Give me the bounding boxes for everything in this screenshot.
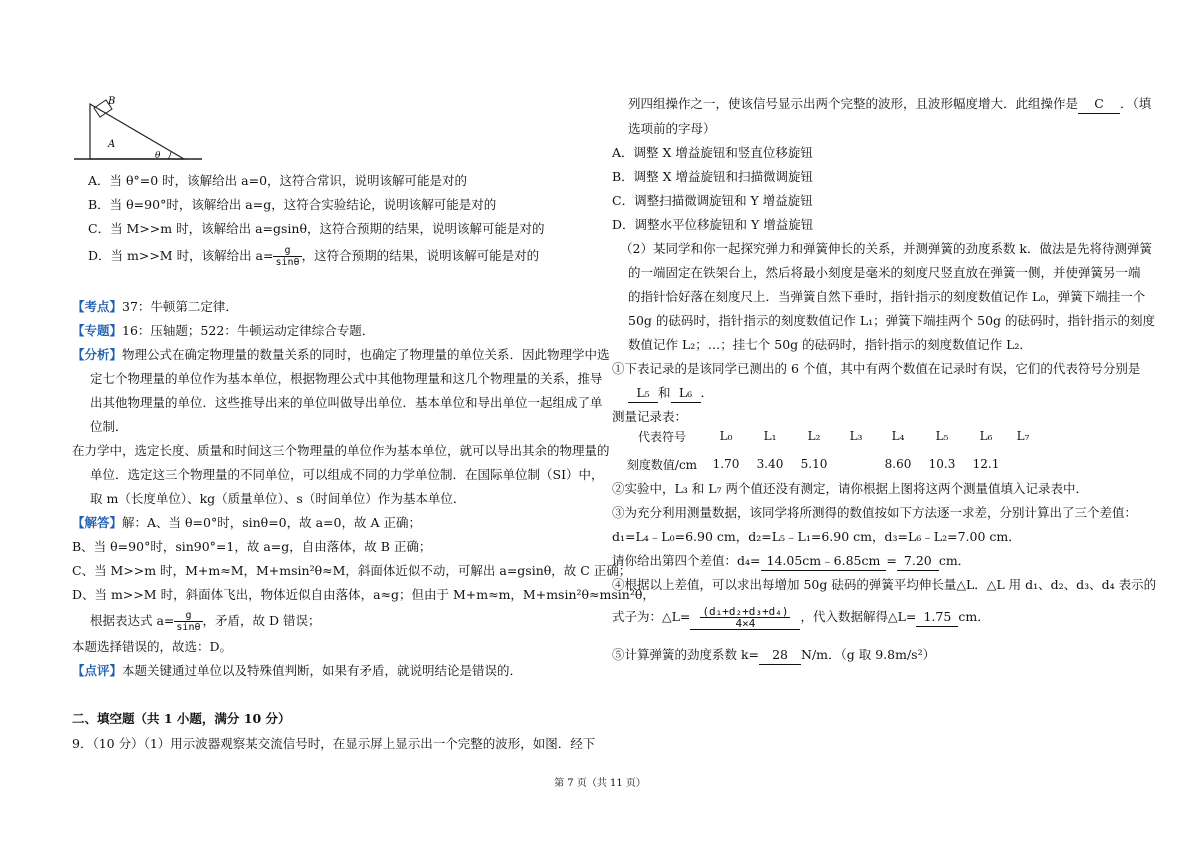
option-d-suffix: ，这符合预期的结果，说明该解可能是对的	[301, 248, 540, 263]
answer-blank-delta-l-value: 1.75	[916, 608, 958, 627]
table-cell: L₆	[979, 429, 993, 443]
fraction-numerator-2: g	[174, 610, 202, 622]
section-title: 二、填空题（共 1 小题，满分 10 分）	[72, 711, 291, 726]
option-d-prefix: D．当 m>>M 时，该解给出 a=	[88, 248, 274, 263]
fenxi-text-1: 物理公式在确定物理量的数量关系的同时，也确定了物理量的单位关系．因此物理学中选	[122, 347, 610, 362]
fenxi-line-1	[72, 346, 610, 364]
sub2-line: ②实验中，L₃ 和 L₇ 两个值还没有测定，请你根据上图将这两个测量值填入记录表中．	[612, 481, 1089, 496]
table-cell: 5.10	[800, 457, 828, 471]
dianping-line	[72, 662, 522, 680]
table-value-label: 刻度数值/cm	[626, 457, 698, 472]
zhuanti-tag: 【专题】	[72, 323, 123, 338]
label-a: A	[108, 139, 116, 150]
fenxi-tag: 【分析】	[72, 347, 123, 362]
choice-c: C．调整扫描微调旋钮和 Y 增益旋钮	[612, 193, 813, 208]
measurement-table	[620, 422, 1038, 478]
fraction-denominator-2: sinθ	[176, 622, 201, 633]
fenxi-line-2: 定七个物理量的单位作为基本单位，根据物理公式中其他物理量和这几个物理量的关系，推导	[90, 371, 603, 386]
sub3-line-3	[612, 552, 970, 571]
part2-line-3: 的指针恰好落在刻度尺上．当弹簧自然下垂时，指针指示的刻度数值记作 L₀，弹簧下端挂一个	[628, 289, 1146, 304]
kaodian-line	[72, 298, 238, 316]
option-b: B．当 θ=90°时，该解给出 a=g，这符合实验结论，说明该解可能是对的	[88, 197, 497, 212]
sub3-unit: cm．	[938, 553, 971, 568]
sub3-prefix: 请你给出第四个差值：d₄=	[612, 553, 761, 568]
delta-l-fraction	[700, 606, 790, 629]
page-footer: 第 7 页（共 11 页）	[554, 778, 646, 789]
sub3-line-1: ③为充分利用测量数据，该同学将所测得的数值按如下方法逐一求差，分别计算出了三个差值：	[612, 505, 1138, 520]
option-d	[88, 245, 539, 268]
jieda-line-5	[90, 610, 320, 633]
part2-line-4: 50g 的砝码时，指针指示的刻度数值记作 L₁；弹簧下端挂两个 50g 的砝码时，指针指示的刻度	[628, 313, 1156, 328]
sub5-line	[612, 646, 935, 665]
answer-blank-d4-value: 7.20	[897, 552, 939, 571]
delta-l-numerator: (d₁+d₂+d₃+d₄)	[702, 605, 789, 618]
sub5-suffix: N/m．（g 取 9.8m/s²）	[801, 647, 936, 662]
part2-line-5: 数值记作 L₂；…；挂七个 50g 的砝码时，指针指示的刻度数值记作 L₂．	[628, 337, 1032, 352]
table-cell	[836, 450, 876, 478]
delta-l-denominator: 4×4	[735, 617, 756, 630]
table-cell: L₅	[935, 429, 949, 443]
table-cell: 12.1	[972, 457, 1000, 471]
para-line-3: 取 m（长度单位）、kg（质量单位）、s（时间单位）作为基本单位．	[90, 491, 466, 506]
q9-cont-line-2: 选项前的字母）	[628, 121, 716, 136]
para-line-1: 在力学中，选定长度、质量和时间这三个物理量的单位作为基本单位，就可以导出其余的物理量的	[72, 443, 610, 458]
table-row-symbols	[620, 422, 1038, 450]
sub4-line-1: ④根据以上差值，可以求出每增加 50g 砝码的弹簧平均伸长量△L．△L 用 d₁、d₂、d₃、d₄ 表示的	[612, 577, 1157, 592]
table-cell: L₁	[763, 429, 777, 443]
jieda-5-suffix: ，矛盾，故 D 错误；	[202, 613, 321, 628]
part2-line-1: （2）某同学和你一起探究弹力和弹簧伸长的关系，并测弹簧的劲度系数 k．做法是先将待测弹簧	[620, 241, 1153, 256]
sub4-prefix: 式子为：△L=	[612, 609, 691, 624]
jieda-line-4: D、当 m>>M 时，斜面体飞出，物体近似自由落体，a≈g；但由于 M+m≈m，M+msin²θ≈msin²θ，	[72, 587, 655, 602]
choice-d: D．调整水平位移旋钮和 Y 增益旋钮	[612, 217, 814, 232]
sub4-mid: ，代入数据解得△L=	[800, 609, 917, 624]
kaodian-tag: 【考点】	[72, 299, 123, 314]
table-cell	[1008, 450, 1038, 478]
part2-line-2: 的一端固定在铁架台上，然后将最小刻度是毫米的刻度尺竖直放在弹簧一侧，并使弹簧另一端	[628, 265, 1141, 280]
dianping-tag: 【点评】	[72, 663, 123, 678]
answer-blank-delta-l-formula	[690, 606, 800, 630]
angle-arc	[168, 151, 171, 159]
sub4-line-2	[612, 606, 990, 630]
table-row-values	[620, 450, 1038, 478]
option-a: A．当 θ°=0 时，该解给出 a=0，这符合常识，说明该解可能是对的	[88, 173, 468, 188]
fraction-g-over-sin	[273, 245, 301, 268]
table-cell: 8.60	[884, 457, 912, 471]
incline-wedge	[90, 104, 184, 159]
jieda-line-2: B、当 θ=90°时，sin90°=1，故 a=g，自由落体，故 B 正确；	[72, 539, 432, 554]
q9-cont-suffix: ．（填	[1120, 96, 1152, 111]
option-c: C．当 M>>m 时，该解给出 a=gsinθ，这符合预期的结果，说明该解可能是对的	[88, 221, 545, 236]
question-9: 9．（10 分）（1）用示波器观察某交流信号时，在显示屏上显示出一个完整的波形，如图．经下	[72, 736, 596, 751]
table-title: 测量记录表：	[612, 409, 688, 424]
table-cell: L₄	[891, 429, 905, 443]
para-line-2: 单位．选定这三个物理量的不同单位，可以组成不同的力学单位制．在国际单位制（SI）中，	[90, 467, 604, 482]
jieda-tag: 【解答】	[72, 515, 123, 530]
jieda-line-1	[72, 514, 421, 532]
dianping-text: 本题关键通过单位以及特殊值判断，如果有矛盾，就说明结论是错误的．	[122, 663, 523, 678]
answer-blank-k-value: 28	[759, 646, 801, 665]
sub1-line-1: ①下表记录的是该同学已测出的 6 个值，其中有两个数值在记录时有误，它们的代表符号分别是	[612, 361, 1141, 376]
jieda-text-1: 解：A、当 θ=0°时，sinθ=0，故 a=0，故 A 正确；	[122, 515, 421, 530]
q9-cont-line-1	[628, 95, 1151, 114]
fraction-denominator: sinθ	[275, 257, 300, 268]
choice-a: A．调整 X 增益旋钮和竖直位移旋钮	[612, 145, 813, 160]
sub1-end: ．	[700, 385, 714, 400]
label-b: B	[108, 96, 116, 107]
table-cell: L₃	[849, 429, 863, 443]
q9-cont-prefix: 列四组操作之一，使该信号显示出两个完整的波形，且波形幅度增大．此组操作是	[628, 96, 1079, 111]
kaodian-text: 37：牛顿第二定律．	[122, 299, 238, 314]
incline-figure	[72, 92, 207, 162]
sub3-line-2: d₁=L₄﹣L₀=6.90 cm，d₂=L₅﹣L₁=6.90 cm，d₃=L₆﹣L₂=7.00 cm．	[612, 529, 1021, 544]
table-cell: 3.40	[756, 457, 784, 471]
table-cell: 1.70	[712, 457, 740, 471]
zhuanti-text: 16：压轴题；522：牛顿运动定律综合专题．	[122, 323, 375, 338]
jieda-line-3: C、当 M>>m 时，M+m≈M，M+msin²θ≈M，斜面体近似不动，可解出 a=gsinθ，故 C 正确；	[72, 563, 632, 578]
sub5-prefix: ⑤计算弹簧的劲度系数 k=	[612, 647, 760, 662]
fraction-g-over-sin-2	[174, 610, 202, 633]
choice-b: B．调整 X 增益旋钮和扫描微调旋钮	[612, 169, 814, 184]
answer-blank-operation: C	[1078, 95, 1120, 114]
answer-blank-first-error: L₅	[628, 384, 658, 403]
sub3-equals: =	[886, 553, 897, 568]
table-header-label: 代表符号	[637, 429, 686, 444]
jieda-line-6: 本题选择错误的，故选：D。	[72, 639, 233, 654]
label-theta: θ	[155, 151, 161, 161]
table-cell: 10.3	[928, 457, 956, 471]
sub1-and: 和	[658, 385, 671, 400]
fenxi-line-4: 位制．	[90, 419, 128, 434]
table-cell: L₂	[807, 429, 821, 443]
jieda-5-prefix: 根据表达式 a=	[90, 613, 175, 628]
answer-blank-second-error: L₆	[671, 384, 701, 403]
table-cell: L₀	[719, 429, 733, 443]
sub4-unit: cm．	[958, 609, 990, 624]
table-cell: L₇	[1016, 429, 1030, 443]
fraction-numerator: g	[273, 245, 301, 257]
sub1-line-2	[628, 384, 713, 403]
answer-blank-d4-expression: 14.05cm﹣6.85cm	[761, 552, 887, 571]
zhuanti-line	[72, 322, 374, 340]
fenxi-line-3: 出其他物理量的单位．这些推导出来的单位叫做导出单位．基本单位和导出单位一起组成了单	[90, 395, 603, 410]
